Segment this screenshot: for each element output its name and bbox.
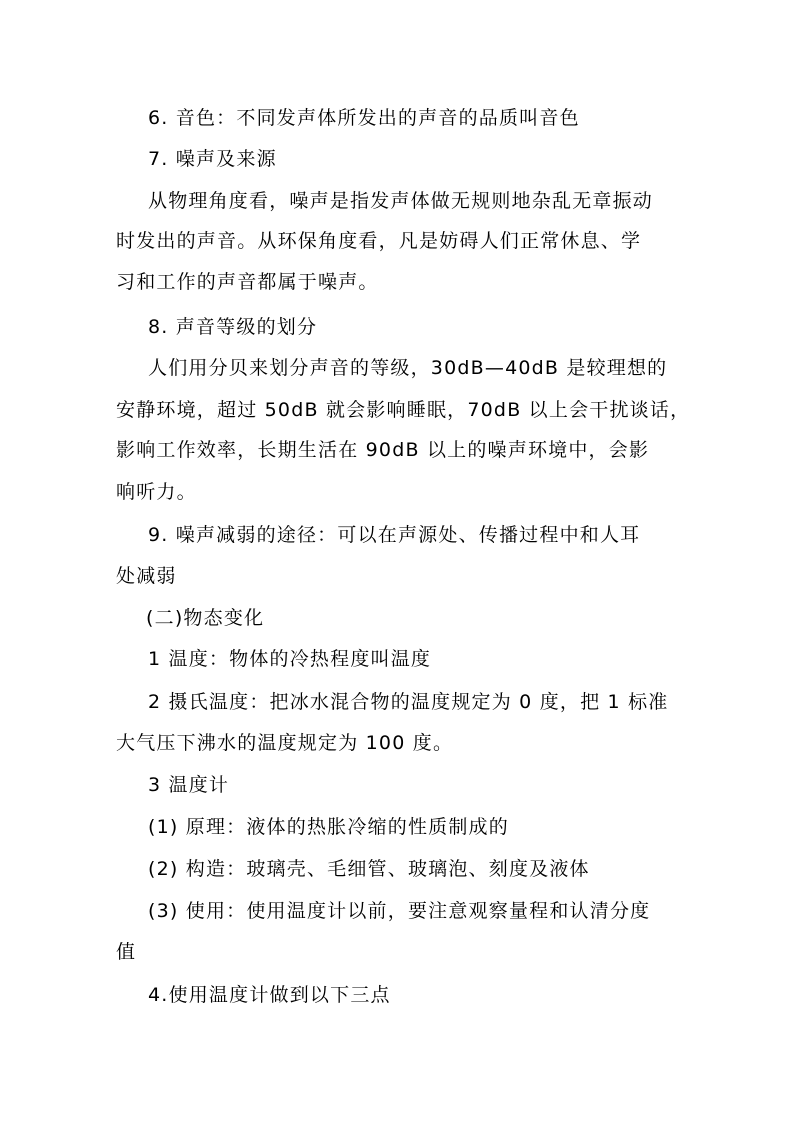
item-4-three-points: 4.使用温度计做到以下三点 xyxy=(148,984,391,1006)
paragraph-levels-line-1: 人们用分贝来划分声音的等级，30dB—40dB 是较理想的 xyxy=(148,357,668,379)
sub-item-1-principle: (1) 原理：液体的热胀冷缩的性质制成的 xyxy=(148,816,509,838)
paragraph-noise-line-2: 时发出的声音。从环保角度看，凡是妨碍人们正常休息、学 xyxy=(116,230,642,252)
item-7-heading: 7. 噪声及来源 xyxy=(148,148,277,170)
sub-item-2-structure: (2) 构造：玻璃壳、毛细管、玻璃泡、刻度及液体 xyxy=(148,858,590,880)
paragraph-noise-line-1: 从物理角度看，噪声是指发声体做无规则地杂乱无章振动 xyxy=(148,190,654,212)
paragraph-levels-line-3: 影响工作效率，长期生活在 90dB 以上的噪声环境中，会影 xyxy=(116,439,650,461)
item-1-temperature: 1 温度：物体的冷热程度叫温度 xyxy=(148,648,432,670)
sub-item-3-usage-line-1: (3) 使用：使用温度计以前，要注意观察量程和认清分度 xyxy=(148,900,651,922)
item-9-line-2: 处减弱 xyxy=(116,565,177,587)
item-2-celsius-line-2: 大气压下沸水的温度规定为 100 度。 xyxy=(116,732,454,754)
item-3-thermometer: 3 温度计 xyxy=(148,774,230,796)
item-9-line-1: 9. 噪声减弱的途径：可以在声源处、传播过程中和人耳 xyxy=(148,524,641,546)
section-heading-state-change: (二)物态变化 xyxy=(146,607,265,629)
paragraph-levels-line-4: 响听力。 xyxy=(116,481,197,503)
item-2-celsius-line-1: 2 摄氏温度：把冰水混合物的温度规定为 0 度，把 1 标准 xyxy=(148,691,669,713)
sub-item-3-usage-line-2: 值 xyxy=(116,941,137,963)
item-6-timbre: 6. 音色：不同发声体所发出的声音的品质叫音色 xyxy=(148,107,580,129)
paragraph-noise-line-3: 习和工作的声音都属于噪声。 xyxy=(116,271,379,293)
paragraph-levels-line-2: 安静环境，超过 50dB 就会影响睡眠，70dB 以上会干扰谈话， xyxy=(116,399,691,421)
item-8-heading: 8. 声音等级的划分 xyxy=(148,316,318,338)
